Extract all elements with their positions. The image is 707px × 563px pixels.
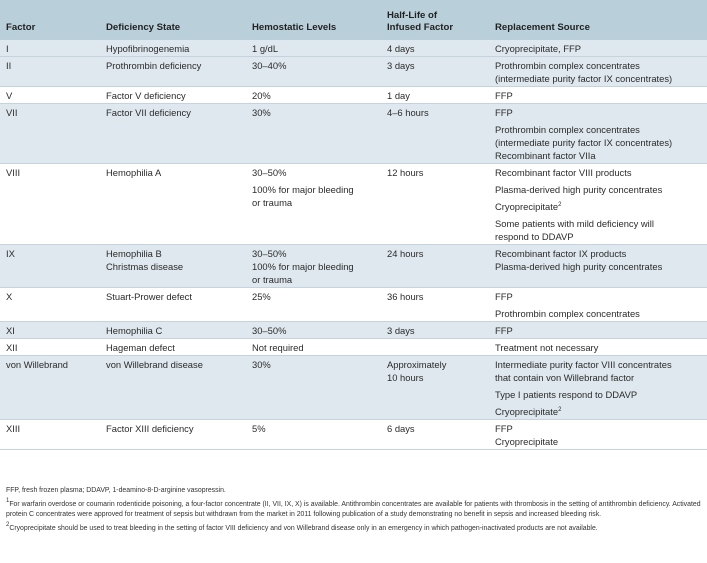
half-life-text: 4 days [387,43,415,54]
levels-text: 100% for major bleeding [252,261,354,272]
deficiency-text: Prothrombin deficiency [106,60,202,71]
table-row [0,356,707,420]
cell-replacement [489,104,707,164]
header-half-life [381,0,489,40]
replacement-text: Cryoprecipitate, FFP [495,43,581,54]
replacement-text: Prothrombin complex concentrates [495,60,640,71]
cell-half-life [381,164,489,245]
cell-replacement [489,245,707,288]
footnote-ref-2: 2 [558,202,562,208]
deficiency-text: Hypofibrinogenemia [106,43,190,54]
cell-factor: XII [6,342,18,353]
replacement-text: FFP [495,291,513,302]
cell-levels [246,420,381,450]
cell-factor: II [6,60,12,71]
levels-text: 1 g/dL [252,43,279,54]
half-life-text: 36 hours [387,291,424,302]
levels-text: 30–50% [252,248,287,259]
deficiency-text: Hageman defect [106,342,175,353]
table-row [0,87,707,104]
replacement-text: respond to DDAVP [495,231,574,242]
footnote-marker-2: 2 [6,522,10,529]
cell-deficiency [100,104,246,164]
replacement-text: Intermediate purity factor VIII concentrates [495,359,672,370]
footnote-1-text: For warfarin overdose or coumarin rodenticide poisoning, a four-factor concentrate (II, VII, IX, X) is available. Antithrombin concentrates are available for patients with thrombosis in the setting of antithrombin deficiency. Activated protein C concentrates were approved for treatment of sepsis but withdrawn from the market in 2011 following publication of a study demonstrating no benefit in sepsis and increased bleeding risk. [6,501,701,518]
replacement-text: Cryoprecipitate [495,436,559,447]
levels-text: or trauma [252,197,293,208]
table-row [0,104,707,164]
levels-text: 30–50% [252,167,287,178]
levels-text: 20% [252,90,271,101]
deficiency-text: von Willebrand disease [106,359,203,370]
levels-text: 30% [252,107,271,118]
cell-levels [246,245,381,288]
deficiency-text: Factor VII deficiency [106,107,191,118]
header-factor: Factor [6,22,36,33]
table-row [0,245,707,288]
footnote-2 [6,524,704,533]
cell-replacement [489,40,707,57]
cell-deficiency [100,57,246,87]
deficiency-text: Hemophilia A [106,167,162,178]
cell-replacement [489,164,707,245]
cell-deficiency [100,164,246,245]
table-row [0,339,707,356]
cell-deficiency [100,87,246,104]
cell-factor: von Willebrand [6,359,69,370]
levels-text: 30–50% [252,325,287,336]
cell-levels [246,164,381,245]
table-row [0,288,707,322]
replacement-text: Cryoprecipitate [495,406,559,417]
half-life-text: 6 days [387,423,415,434]
cell-replacement [489,339,707,356]
half-life-text: 4–6 hours [387,107,429,118]
cell-deficiency [100,420,246,450]
table-header-row [0,0,707,40]
levels-text: or trauma [252,274,293,285]
cell-factor: XI [6,325,15,336]
replacement-text: FFP [495,423,513,434]
replacement-text: Some patients with mild deficiency will [495,218,654,229]
deficiency-text: Factor XIII deficiency [106,423,194,434]
cell-half-life [381,87,489,104]
cell-replacement [489,356,707,420]
cell-levels [246,322,381,339]
header-hemostatic-levels: Hemostatic Levels [252,22,337,33]
table-row [0,322,707,339]
cell-half-life [381,339,489,356]
header-deficiency-state: Deficiency State [106,22,181,33]
table-row [0,164,707,245]
replacement-text: FFP [495,325,513,336]
footnote-1 [6,500,704,519]
cell-levels [246,104,381,164]
deficiency-text: Hemophilia C [106,325,163,336]
cell-deficiency [100,245,246,288]
replacement-text: Prothrombin complex concentrates [495,124,640,135]
cell-replacement [489,57,707,87]
replacement-text: Cryoprecipitate [495,201,559,212]
header-half-life-line1: Half-Life of [387,10,438,21]
replacement-text: Prothrombin complex concentrates [495,308,640,319]
deficiency-text: Stuart-Prower defect [106,291,192,302]
footnote-ref-2: 2 [558,407,562,413]
levels-text: 30% [252,359,271,370]
levels-text: 30–40% [252,60,287,71]
cell-levels [246,339,381,356]
cell-deficiency [100,40,246,57]
replacement-text: Plasma-derived high purity concentrates [495,184,663,195]
table-footnotes [6,486,704,539]
half-life-text: 10 hours [387,372,424,383]
replacement-text: Recombinant factor VIII products [495,167,632,178]
footnote-2-text: Cryoprecipitate should be used to treat bleeding in the setting of factor VIII deficiency and von Willebrand disease only in an emergency in which pathogen-inactivated products are not available. [9,525,598,533]
cell-deficiency [100,356,246,420]
cell-half-life [381,288,489,322]
table-row [0,420,707,450]
half-life-text: Approximately [387,359,447,370]
replacement-text: (intermediate purity factor IX concentrates) [495,73,673,84]
levels-text: Not required [252,342,304,353]
cell-levels [246,288,381,322]
cell-levels [246,40,381,57]
cell-deficiency [100,288,246,322]
cell-levels [246,356,381,420]
half-life-text: 24 hours [387,248,424,259]
replacement-text: Treatment not necessary [495,342,599,353]
cell-factor: XIII [6,423,21,434]
footnote-marker-1: 1 [6,498,10,505]
cell-replacement [489,87,707,104]
levels-text: 25% [252,291,271,302]
cell-deficiency [100,339,246,356]
replacement-text: FFP [495,107,513,118]
cell-factor: V [6,90,13,101]
cell-factor: I [6,43,9,54]
deficiency-text: Christmas disease [106,261,184,272]
half-life-text: 3 days [387,60,415,71]
header-half-life-line2: Infused Factor [387,22,454,33]
cell-replacement [489,288,707,322]
deficiency-text: Factor V deficiency [106,90,186,101]
cell-half-life [381,356,489,420]
header-replacement-source: Replacement Source [495,22,590,33]
cell-deficiency [100,322,246,339]
cell-factor: VII [6,107,18,118]
cell-half-life [381,40,489,57]
table-row [0,57,707,87]
cell-half-life [381,57,489,87]
replacement-text: Recombinant factor IX products [495,248,627,259]
half-life-text: 1 day [387,90,410,101]
replacement-text-cryo [495,200,703,213]
cell-factor: X [6,291,13,302]
table-row [0,40,707,57]
cell-replacement [489,420,707,450]
replacement-text: Type I patients respond to DDAVP [495,389,638,400]
replacement-text: Plasma-derived high purity concentrates [495,261,663,272]
cell-levels [246,57,381,87]
deficiency-text: Hemophilia B [106,248,162,259]
replacement-text: Recombinant factor VIIa [495,150,596,161]
cell-replacement [489,322,707,339]
replacement-text: FFP [495,90,513,101]
cell-half-life [381,420,489,450]
replacement-text: that contain von Willebrand factor [495,372,635,383]
cell-half-life [381,322,489,339]
cell-factor: VIII [6,167,21,178]
half-life-text: 12 hours [387,167,424,178]
cell-half-life [381,104,489,164]
replacement-text: (intermediate purity factor IX concentrates) [495,137,673,148]
cell-half-life [381,245,489,288]
footnote-abbreviations: FFP, fresh frozen plasma; DDAVP, 1-deamino-8-D-arginine vasopressin. [6,487,226,494]
levels-text: 5% [252,423,266,434]
cell-levels [246,87,381,104]
cell-factor: IX [6,248,15,259]
replacement-text-cryo [495,405,703,418]
levels-text: 100% for major bleeding [252,184,354,195]
half-life-text: 3 days [387,325,415,336]
